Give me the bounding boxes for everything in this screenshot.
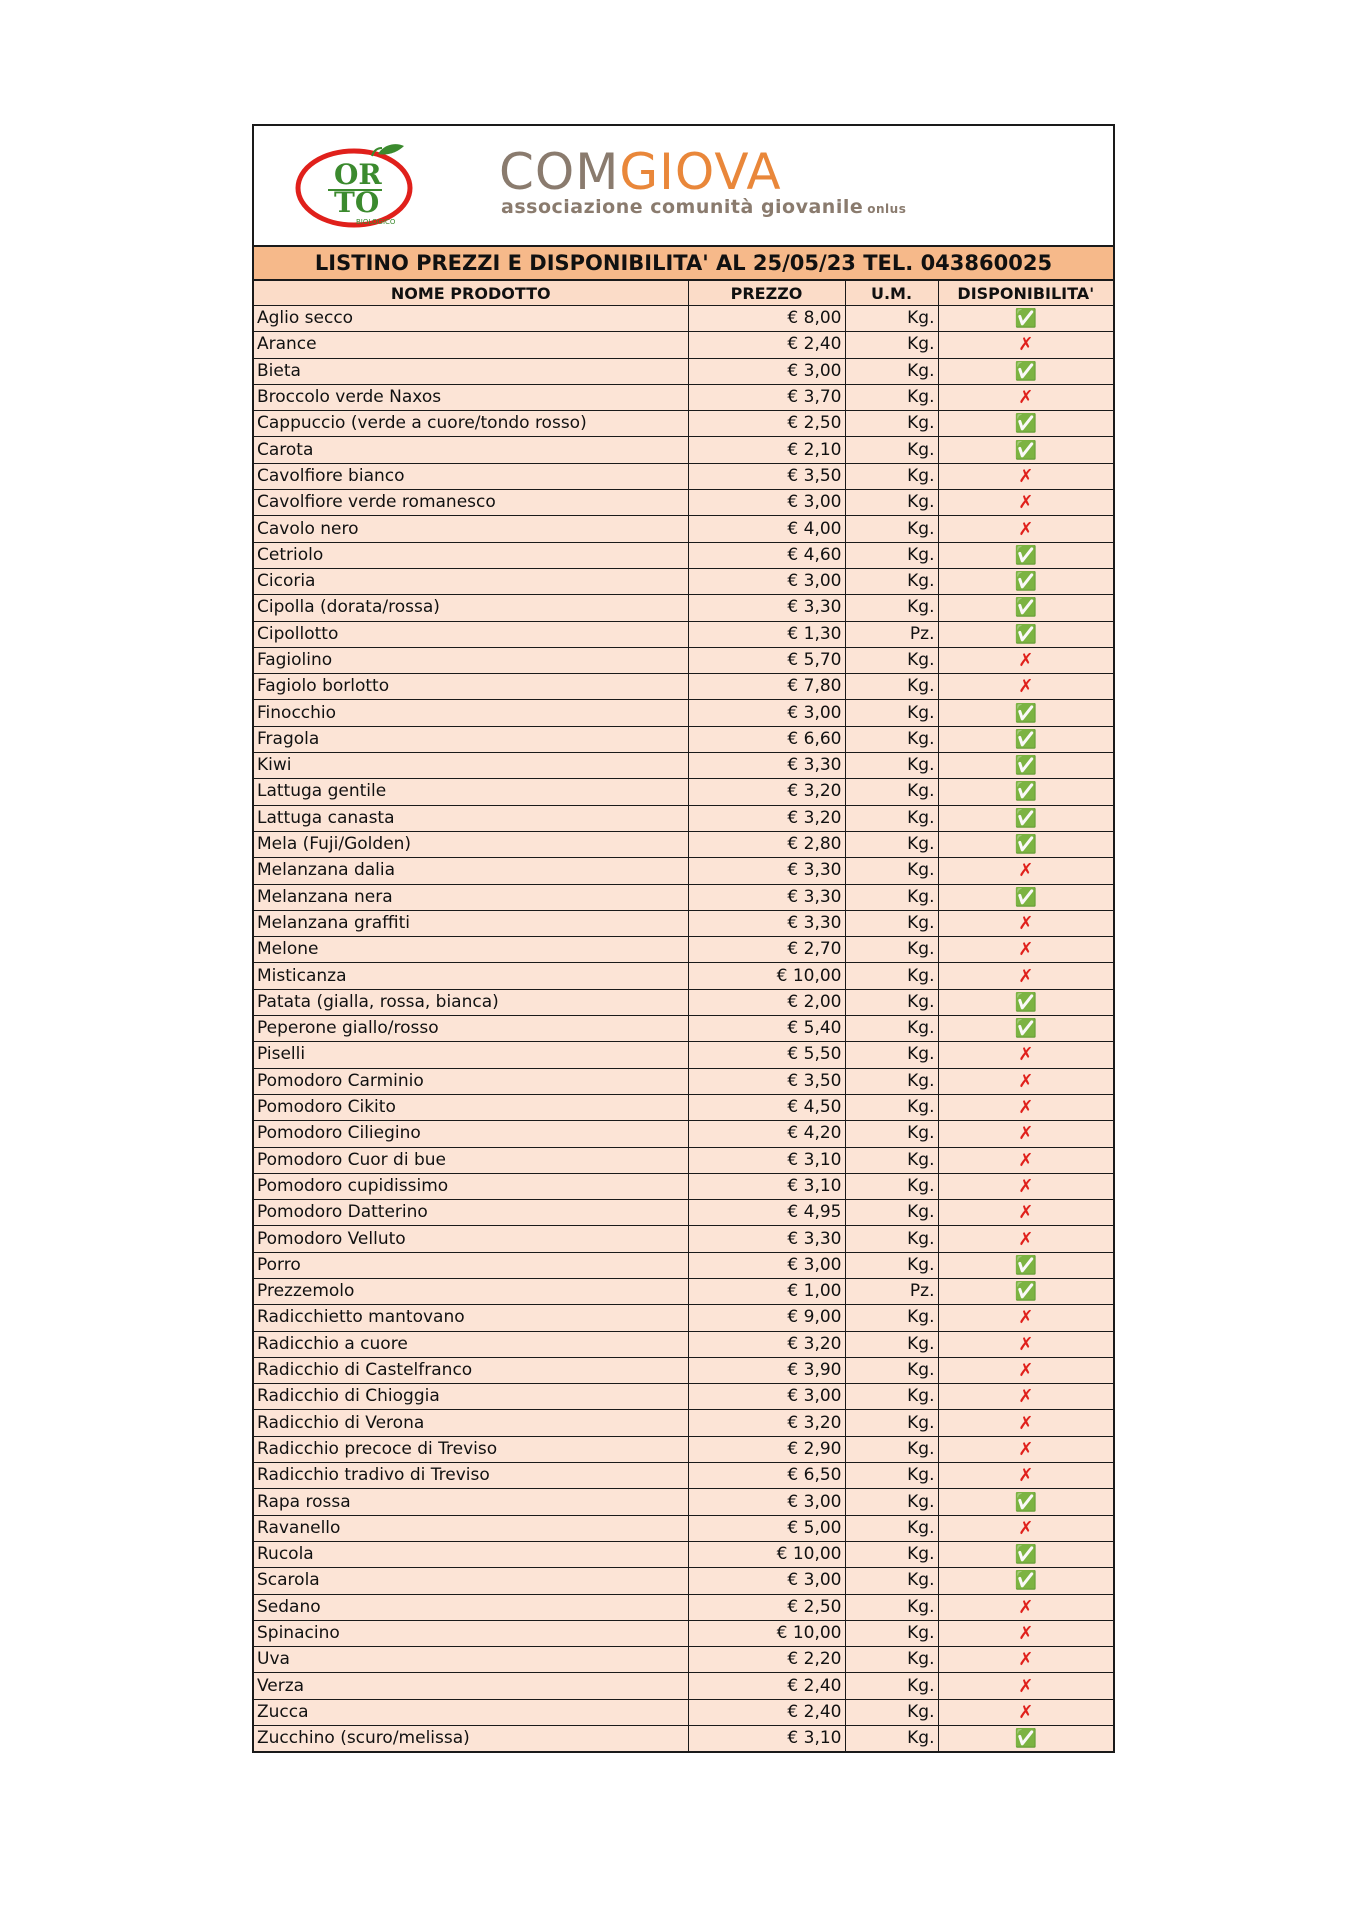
table-row bbox=[254, 621, 1113, 647]
available-check-icon: ✅ bbox=[938, 542, 1113, 568]
table-row bbox=[254, 1068, 1113, 1094]
available-check-icon: ✅ bbox=[938, 1489, 1113, 1515]
product-unit: Kg. bbox=[845, 805, 938, 831]
product-price: € 3,50 bbox=[688, 1068, 845, 1094]
product-unit: Kg. bbox=[845, 858, 938, 884]
product-name: Scarola bbox=[254, 1568, 688, 1594]
product-unit: Kg. bbox=[845, 1357, 938, 1383]
product-unit: Kg. bbox=[845, 910, 938, 936]
available-check-icon: ✅ bbox=[938, 726, 1113, 752]
table-row bbox=[254, 674, 1113, 700]
table-row bbox=[254, 1173, 1113, 1199]
table-row bbox=[254, 1410, 1113, 1436]
table-row bbox=[254, 1042, 1113, 1068]
table-row bbox=[254, 1489, 1113, 1515]
product-name: Cipollotto bbox=[254, 621, 688, 647]
product-name: Peperone giallo/rosso bbox=[254, 1016, 688, 1042]
product-price: € 3,30 bbox=[688, 910, 845, 936]
product-unit: Kg. bbox=[845, 1489, 938, 1515]
product-price: € 3,30 bbox=[688, 858, 845, 884]
unavailable-cross-icon: ✗ bbox=[938, 384, 1113, 410]
product-name: Cicoria bbox=[254, 568, 688, 594]
available-check-icon: ✅ bbox=[938, 1568, 1113, 1594]
unavailable-cross-icon: ✗ bbox=[938, 937, 1113, 963]
product-price: € 6,60 bbox=[688, 726, 845, 752]
unavailable-cross-icon: ✗ bbox=[938, 858, 1113, 884]
product-name: Misticanza bbox=[254, 963, 688, 989]
product-unit: Kg. bbox=[845, 1042, 938, 1068]
unavailable-cross-icon: ✗ bbox=[938, 1594, 1113, 1620]
product-unit: Kg. bbox=[845, 595, 938, 621]
table-row bbox=[254, 1647, 1113, 1673]
product-name: Melanzana graffiti bbox=[254, 910, 688, 936]
brand-part-giova: GIOVA bbox=[619, 143, 782, 201]
product-unit: Kg. bbox=[845, 1147, 938, 1173]
available-check-icon: ✅ bbox=[938, 700, 1113, 726]
available-check-icon: ✅ bbox=[938, 1541, 1113, 1567]
product-unit: Kg. bbox=[845, 1647, 938, 1673]
product-name: Cavolo nero bbox=[254, 516, 688, 542]
column-header-name: NOME PRODOTTO bbox=[254, 281, 688, 306]
table-row bbox=[254, 332, 1113, 358]
product-name: Ravanello bbox=[254, 1515, 688, 1541]
table-row bbox=[254, 568, 1113, 594]
product-name: Carota bbox=[254, 437, 688, 463]
product-price: € 3,20 bbox=[688, 1410, 845, 1436]
product-name: Prezzemolo bbox=[254, 1278, 688, 1304]
product-name: Pomodoro cupidissimo bbox=[254, 1173, 688, 1199]
product-unit: Kg. bbox=[845, 1305, 938, 1331]
table-row bbox=[254, 358, 1113, 384]
unavailable-cross-icon: ✗ bbox=[938, 1173, 1113, 1199]
unavailable-cross-icon: ✗ bbox=[938, 1620, 1113, 1646]
product-name: Lattuga gentile bbox=[254, 779, 688, 805]
unavailable-cross-icon: ✗ bbox=[938, 1042, 1113, 1068]
product-name: Kiwi bbox=[254, 753, 688, 779]
product-price: € 2,50 bbox=[688, 1594, 845, 1620]
available-check-icon: ✅ bbox=[938, 1278, 1113, 1304]
product-name: Radicchio precoce di Treviso bbox=[254, 1436, 688, 1462]
product-unit: Kg. bbox=[845, 1463, 938, 1489]
table-row bbox=[254, 1673, 1113, 1699]
product-name: Sedano bbox=[254, 1594, 688, 1620]
brand-tagline-text: associazione comunità giovanile bbox=[501, 196, 864, 218]
product-price: € 1,30 bbox=[688, 621, 845, 647]
product-unit: Pz. bbox=[845, 621, 938, 647]
product-name: Cipolla (dorata/rossa) bbox=[254, 595, 688, 621]
column-header-availability: DISPONIBILITA' bbox=[938, 281, 1113, 306]
product-price: € 2,20 bbox=[688, 1647, 845, 1673]
product-price: € 5,50 bbox=[688, 1042, 845, 1068]
product-name: Porro bbox=[254, 1252, 688, 1278]
product-name: Finocchio bbox=[254, 700, 688, 726]
unavailable-cross-icon: ✗ bbox=[938, 1515, 1113, 1541]
unavailable-cross-icon: ✗ bbox=[938, 674, 1113, 700]
available-check-icon: ✅ bbox=[938, 805, 1113, 831]
product-name: Melanzana dalia bbox=[254, 858, 688, 884]
product-price: € 3,20 bbox=[688, 805, 845, 831]
unavailable-cross-icon: ✗ bbox=[938, 1410, 1113, 1436]
product-unit: Kg. bbox=[845, 1200, 938, 1226]
product-unit: Kg. bbox=[845, 516, 938, 542]
product-unit: Kg. bbox=[845, 726, 938, 752]
unavailable-cross-icon: ✗ bbox=[938, 647, 1113, 673]
table-row bbox=[254, 910, 1113, 936]
product-name: Cavolfiore bianco bbox=[254, 463, 688, 489]
comgiova-wordmark bbox=[499, 143, 782, 201]
table-row bbox=[254, 1278, 1113, 1304]
product-name: Aglio secco bbox=[254, 306, 688, 332]
product-unit: Kg. bbox=[845, 332, 938, 358]
product-name: Spinacino bbox=[254, 1620, 688, 1646]
table-row bbox=[254, 700, 1113, 726]
product-price: € 1,00 bbox=[688, 1278, 845, 1304]
available-check-icon: ✅ bbox=[938, 306, 1113, 332]
product-name: Pomodoro Velluto bbox=[254, 1226, 688, 1252]
product-price: € 3,10 bbox=[688, 1173, 845, 1199]
brand-tagline bbox=[501, 196, 906, 218]
product-price: € 3,00 bbox=[688, 700, 845, 726]
product-name: Arance bbox=[254, 332, 688, 358]
product-name: Fagiolino bbox=[254, 647, 688, 673]
product-unit: Kg. bbox=[845, 647, 938, 673]
product-price: € 4,20 bbox=[688, 1121, 845, 1147]
product-unit: Kg. bbox=[845, 306, 938, 332]
orto-logo-subtitle: BIOLOGICO bbox=[356, 218, 396, 226]
available-check-icon: ✅ bbox=[938, 779, 1113, 805]
table-row bbox=[254, 542, 1113, 568]
table-row bbox=[254, 1094, 1113, 1120]
product-price: € 3,00 bbox=[688, 490, 845, 516]
product-price: € 3,20 bbox=[688, 779, 845, 805]
table-row bbox=[254, 831, 1113, 857]
product-name: Pomodoro Ciliegino bbox=[254, 1121, 688, 1147]
table-row bbox=[254, 1436, 1113, 1462]
product-price: € 2,40 bbox=[688, 332, 845, 358]
available-check-icon: ✅ bbox=[938, 1726, 1113, 1752]
unavailable-cross-icon: ✗ bbox=[938, 1305, 1113, 1331]
table-row bbox=[254, 411, 1113, 437]
available-check-icon: ✅ bbox=[938, 358, 1113, 384]
unavailable-cross-icon: ✗ bbox=[938, 1200, 1113, 1226]
table-row bbox=[254, 490, 1113, 516]
available-check-icon: ✅ bbox=[938, 989, 1113, 1015]
product-unit: Kg. bbox=[845, 963, 938, 989]
product-unit: Kg. bbox=[845, 674, 938, 700]
table-row bbox=[254, 1726, 1113, 1752]
product-price: € 2,10 bbox=[688, 437, 845, 463]
product-unit: Kg. bbox=[845, 1699, 938, 1725]
product-unit: Kg. bbox=[845, 1410, 938, 1436]
product-name: Pomodoro Datterino bbox=[254, 1200, 688, 1226]
product-name: Fagiolo borlotto bbox=[254, 674, 688, 700]
unavailable-cross-icon: ✗ bbox=[938, 1357, 1113, 1383]
product-name: Zucchino (scuro/melissa) bbox=[254, 1726, 688, 1752]
column-header-price: PREZZO bbox=[688, 281, 845, 306]
product-price: € 2,70 bbox=[688, 937, 845, 963]
available-check-icon: ✅ bbox=[938, 437, 1113, 463]
product-unit: Kg. bbox=[845, 831, 938, 857]
product-price: € 4,00 bbox=[688, 516, 845, 542]
product-price: € 3,30 bbox=[688, 753, 845, 779]
product-price: € 5,70 bbox=[688, 647, 845, 673]
product-name: Piselli bbox=[254, 1042, 688, 1068]
product-price: € 3,00 bbox=[688, 568, 845, 594]
product-name: Lattuga canasta bbox=[254, 805, 688, 831]
products-body bbox=[254, 306, 1113, 1752]
unavailable-cross-icon: ✗ bbox=[938, 490, 1113, 516]
product-price: € 3,00 bbox=[688, 1384, 845, 1410]
table-row bbox=[254, 1252, 1113, 1278]
unavailable-cross-icon: ✗ bbox=[938, 332, 1113, 358]
unavailable-cross-icon: ✗ bbox=[938, 1331, 1113, 1357]
product-price: € 10,00 bbox=[688, 1541, 845, 1567]
product-unit: Kg. bbox=[845, 542, 938, 568]
product-unit: Kg. bbox=[845, 1620, 938, 1646]
table-row bbox=[254, 1515, 1113, 1541]
product-price: € 4,60 bbox=[688, 542, 845, 568]
available-check-icon: ✅ bbox=[938, 595, 1113, 621]
product-unit: Kg. bbox=[845, 989, 938, 1015]
product-price: € 8,00 bbox=[688, 306, 845, 332]
product-unit: Kg. bbox=[845, 1173, 938, 1199]
product-price: € 5,00 bbox=[688, 1515, 845, 1541]
table-row bbox=[254, 963, 1113, 989]
table-row bbox=[254, 463, 1113, 489]
orto-logo-line2: TO bbox=[334, 186, 380, 219]
product-unit: Kg. bbox=[845, 779, 938, 805]
product-name: Verza bbox=[254, 1673, 688, 1699]
unavailable-cross-icon: ✗ bbox=[938, 910, 1113, 936]
product-price: € 2,90 bbox=[688, 1436, 845, 1462]
table-row bbox=[254, 1200, 1113, 1226]
unavailable-cross-icon: ✗ bbox=[938, 1647, 1113, 1673]
table-header-row bbox=[254, 281, 1113, 306]
brand-onlus: onlus bbox=[867, 202, 907, 216]
product-unit: Kg. bbox=[845, 700, 938, 726]
table-row bbox=[254, 1699, 1113, 1725]
unavailable-cross-icon: ✗ bbox=[938, 1068, 1113, 1094]
product-unit: Kg. bbox=[845, 437, 938, 463]
table-row bbox=[254, 1357, 1113, 1383]
product-price: € 3,00 bbox=[688, 1489, 845, 1515]
table-row bbox=[254, 858, 1113, 884]
product-name: Fragola bbox=[254, 726, 688, 752]
column-header-unit: U.M. bbox=[845, 281, 938, 306]
available-check-icon: ✅ bbox=[938, 568, 1113, 594]
table-row bbox=[254, 1016, 1113, 1042]
product-unit: Kg. bbox=[845, 358, 938, 384]
table-row bbox=[254, 1620, 1113, 1646]
table-row bbox=[254, 753, 1113, 779]
product-price: € 7,80 bbox=[688, 674, 845, 700]
comgiova-logo bbox=[499, 143, 919, 226]
orto-logo-line1: OR bbox=[334, 158, 382, 191]
table-row bbox=[254, 1121, 1113, 1147]
product-name: Bieta bbox=[254, 358, 688, 384]
product-price: € 9,00 bbox=[688, 1305, 845, 1331]
product-name: Radicchio tradivo di Treviso bbox=[254, 1463, 688, 1489]
table-row bbox=[254, 1384, 1113, 1410]
available-check-icon: ✅ bbox=[938, 411, 1113, 437]
product-unit: Kg. bbox=[845, 411, 938, 437]
product-unit: Kg. bbox=[845, 384, 938, 410]
product-unit: Kg. bbox=[845, 1568, 938, 1594]
product-unit: Kg. bbox=[845, 1673, 938, 1699]
product-unit: Kg. bbox=[845, 1252, 938, 1278]
table-row bbox=[254, 1541, 1113, 1567]
product-price: € 3,30 bbox=[688, 884, 845, 910]
unavailable-cross-icon: ✗ bbox=[938, 1147, 1113, 1173]
product-name: Radicchio a cuore bbox=[254, 1331, 688, 1357]
table-row bbox=[254, 1147, 1113, 1173]
orto-biologico-logo bbox=[292, 140, 422, 230]
table-row bbox=[254, 1594, 1113, 1620]
product-name: Broccolo verde Naxos bbox=[254, 384, 688, 410]
product-name: Mela (Fuji/Golden) bbox=[254, 831, 688, 857]
unavailable-cross-icon: ✗ bbox=[938, 1463, 1113, 1489]
product-price: € 4,95 bbox=[688, 1200, 845, 1226]
table-row bbox=[254, 1568, 1113, 1594]
product-unit: Kg. bbox=[845, 463, 938, 489]
product-price: € 3,00 bbox=[688, 358, 845, 384]
product-price: € 2,40 bbox=[688, 1699, 845, 1725]
product-unit: Kg. bbox=[845, 1515, 938, 1541]
table-row bbox=[254, 779, 1113, 805]
product-name: Zucca bbox=[254, 1699, 688, 1725]
product-name: Cavolfiore verde romanesco bbox=[254, 490, 688, 516]
product-name: Radicchietto mantovano bbox=[254, 1305, 688, 1331]
unavailable-cross-icon: ✗ bbox=[938, 1226, 1113, 1252]
product-price: € 3,00 bbox=[688, 1252, 845, 1278]
table-row bbox=[254, 595, 1113, 621]
price-list-sheet bbox=[252, 124, 1115, 1753]
product-name: Rucola bbox=[254, 1541, 688, 1567]
product-unit: Kg. bbox=[845, 1094, 938, 1120]
product-unit: Kg. bbox=[845, 1331, 938, 1357]
table-row bbox=[254, 1305, 1113, 1331]
unavailable-cross-icon: ✗ bbox=[938, 516, 1113, 542]
product-name: Uva bbox=[254, 1647, 688, 1673]
product-price: € 4,50 bbox=[688, 1094, 845, 1120]
table-row bbox=[254, 989, 1113, 1015]
table-row bbox=[254, 726, 1113, 752]
brand-part-com: COM bbox=[499, 143, 620, 201]
table-row bbox=[254, 306, 1113, 332]
product-price: € 3,30 bbox=[688, 1226, 845, 1252]
product-unit: Kg. bbox=[845, 1436, 938, 1462]
available-check-icon: ✅ bbox=[938, 1252, 1113, 1278]
product-name: Radicchio di Verona bbox=[254, 1410, 688, 1436]
available-check-icon: ✅ bbox=[938, 621, 1113, 647]
product-unit: Kg. bbox=[845, 937, 938, 963]
unavailable-cross-icon: ✗ bbox=[938, 1436, 1113, 1462]
available-check-icon: ✅ bbox=[938, 1016, 1113, 1042]
products-table bbox=[254, 281, 1113, 1751]
table-row bbox=[254, 884, 1113, 910]
product-price: € 3,20 bbox=[688, 1331, 845, 1357]
product-name: Pomodoro Cikito bbox=[254, 1094, 688, 1120]
product-price: € 3,70 bbox=[688, 384, 845, 410]
product-name: Radicchio di Castelfranco bbox=[254, 1357, 688, 1383]
product-price: € 3,30 bbox=[688, 595, 845, 621]
product-price: € 2,40 bbox=[688, 1673, 845, 1699]
product-name: Melone bbox=[254, 937, 688, 963]
unavailable-cross-icon: ✗ bbox=[938, 1384, 1113, 1410]
unavailable-cross-icon: ✗ bbox=[938, 1673, 1113, 1699]
product-name: Pomodoro Cuor di bue bbox=[254, 1147, 688, 1173]
product-unit: Kg. bbox=[845, 1541, 938, 1567]
unavailable-cross-icon: ✗ bbox=[938, 963, 1113, 989]
table-row bbox=[254, 647, 1113, 673]
product-unit: Kg. bbox=[845, 1384, 938, 1410]
available-check-icon: ✅ bbox=[938, 884, 1113, 910]
table-row bbox=[254, 805, 1113, 831]
table-row bbox=[254, 1226, 1113, 1252]
logo-header bbox=[254, 126, 1113, 247]
product-price: € 6,50 bbox=[688, 1463, 845, 1489]
product-price: € 2,00 bbox=[688, 989, 845, 1015]
available-check-icon: ✅ bbox=[938, 831, 1113, 857]
product-price: € 2,50 bbox=[688, 411, 845, 437]
table-row bbox=[254, 516, 1113, 542]
product-unit: Kg. bbox=[845, 884, 938, 910]
product-name: Cappuccio (verde a cuore/tondo rosso) bbox=[254, 411, 688, 437]
table-row bbox=[254, 384, 1113, 410]
product-unit: Kg. bbox=[845, 490, 938, 516]
product-price: € 2,80 bbox=[688, 831, 845, 857]
table-row bbox=[254, 1331, 1113, 1357]
table-row bbox=[254, 937, 1113, 963]
product-unit: Kg. bbox=[845, 1068, 938, 1094]
product-unit: Kg. bbox=[845, 1121, 938, 1147]
product-price: € 10,00 bbox=[688, 963, 845, 989]
product-unit: Kg. bbox=[845, 568, 938, 594]
unavailable-cross-icon: ✗ bbox=[938, 1121, 1113, 1147]
product-price: € 3,90 bbox=[688, 1357, 845, 1383]
product-unit: Pz. bbox=[845, 1278, 938, 1304]
table-row bbox=[254, 1463, 1113, 1489]
product-name: Cetriolo bbox=[254, 542, 688, 568]
table-row bbox=[254, 437, 1113, 463]
available-check-icon: ✅ bbox=[938, 753, 1113, 779]
product-price: € 5,40 bbox=[688, 1016, 845, 1042]
product-unit: Kg. bbox=[845, 1726, 938, 1752]
product-unit: Kg. bbox=[845, 1226, 938, 1252]
price-list-title: LISTINO PREZZI E DISPONIBILITA' AL 25/05/23 TEL. 043860025 bbox=[254, 247, 1113, 281]
unavailable-cross-icon: ✗ bbox=[938, 463, 1113, 489]
product-unit: Kg. bbox=[845, 753, 938, 779]
product-price: € 3,10 bbox=[688, 1147, 845, 1173]
product-unit: Kg. bbox=[845, 1594, 938, 1620]
product-price: € 10,00 bbox=[688, 1620, 845, 1646]
product-price: € 3,00 bbox=[688, 1568, 845, 1594]
product-name: Melanzana nera bbox=[254, 884, 688, 910]
unavailable-cross-icon: ✗ bbox=[938, 1699, 1113, 1725]
product-unit: Kg. bbox=[845, 1016, 938, 1042]
product-price: € 3,50 bbox=[688, 463, 845, 489]
product-price: € 3,10 bbox=[688, 1726, 845, 1752]
product-name: Patata (gialla, rossa, bianca) bbox=[254, 989, 688, 1015]
product-name: Rapa rossa bbox=[254, 1489, 688, 1515]
product-name: Radicchio di Chioggia bbox=[254, 1384, 688, 1410]
unavailable-cross-icon: ✗ bbox=[938, 1094, 1113, 1120]
product-name: Pomodoro Carminio bbox=[254, 1068, 688, 1094]
